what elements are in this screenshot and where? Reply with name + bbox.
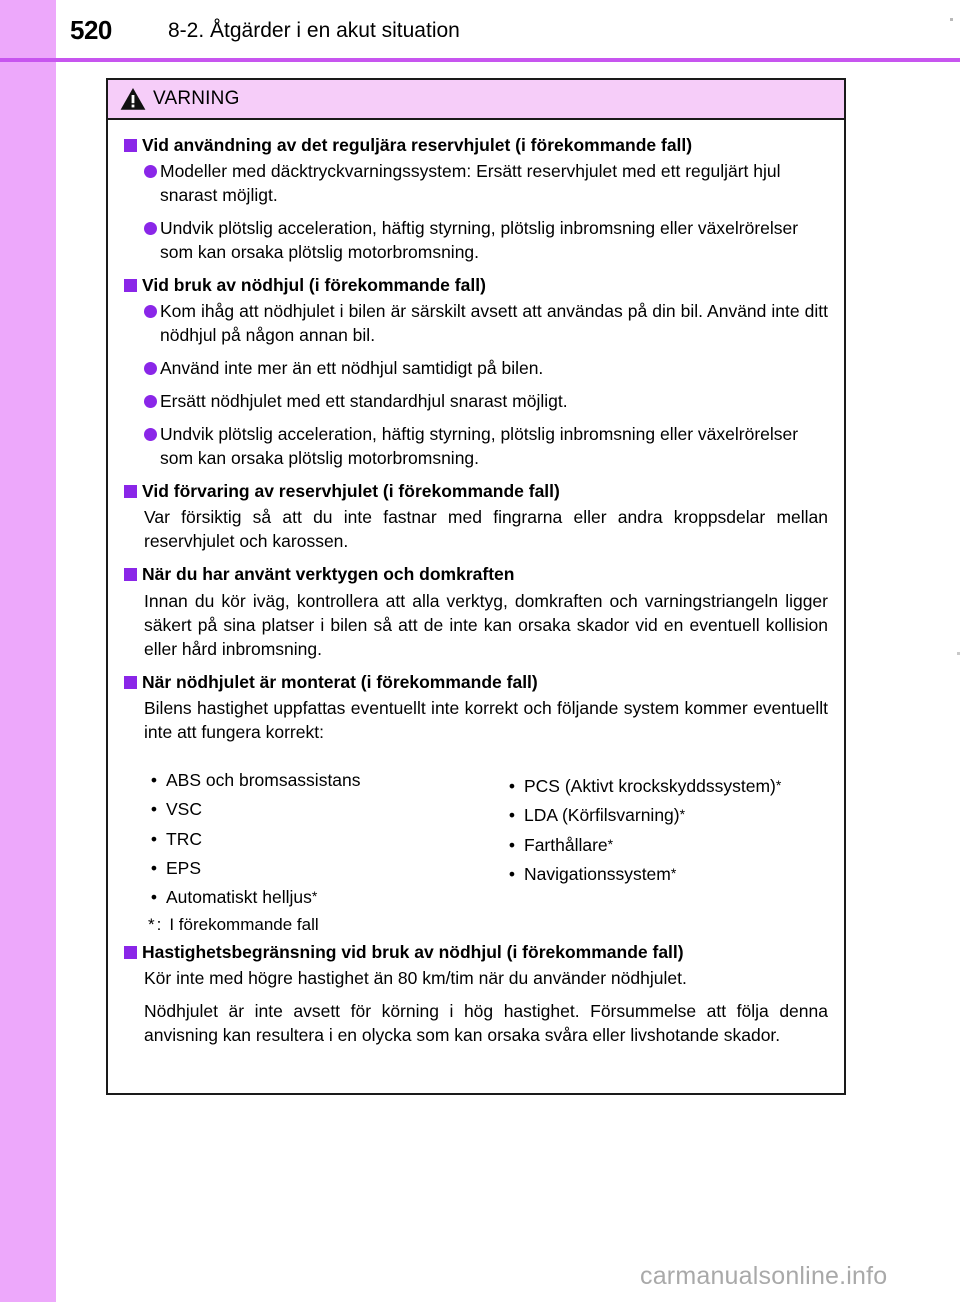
affected-systems-column-left (124, 768, 454, 935)
section-heading-text: Vid bruk av nödhjul (i förekommande fall) (142, 275, 486, 296)
asterisk-marker: * (607, 835, 614, 852)
square-bullet-icon (124, 946, 137, 959)
bullet-icon: • (508, 834, 516, 855)
asterisk-marker: * (679, 806, 686, 823)
section-heading (124, 480, 828, 503)
bullet-icon: • (508, 863, 516, 884)
list-item-text: Farthållare* (524, 834, 614, 855)
list-item (506, 803, 828, 828)
corner-registration-mark (950, 18, 953, 21)
list-item-text: PCS (Aktivt krockskyddssystem)* (524, 775, 782, 796)
asterisk-marker: * (670, 864, 677, 881)
list-item (506, 833, 828, 858)
list-item-text: LDA (Körfilsvarning)* (524, 805, 686, 826)
square-bullet-icon (124, 139, 137, 152)
warning-box-body (108, 120, 844, 1067)
square-bullet-icon (124, 279, 137, 292)
list-item (124, 300, 828, 348)
footnote-text: I förekommande fall (169, 914, 319, 934)
list-item-text: Undvik plötslig acceleration, häftig styrning, plötslig inbromsning eller växelrörelser som kan orsaka plötslig motorbromsning. (160, 218, 799, 263)
list-item (124, 423, 828, 471)
square-bullet-icon (124, 676, 137, 689)
section-heading (124, 671, 828, 694)
affected-systems-list (124, 754, 828, 941)
section-heading (124, 563, 828, 586)
bullet-icon: • (150, 857, 158, 878)
footnote (148, 915, 454, 935)
header-divider-rule (0, 58, 960, 62)
round-bullet-icon (144, 222, 157, 235)
list-item (506, 774, 828, 799)
site-watermark: carmanualsonline.info (640, 1262, 888, 1290)
round-bullet-icon (144, 395, 157, 408)
section-heading (124, 941, 828, 964)
list-item-text: EPS (166, 857, 202, 878)
square-bullet-icon (124, 568, 137, 581)
section-heading-text: Hastighetsbegränsning vid bruk av nödhjul (i förekommande fall) (142, 941, 684, 962)
square-bullet-icon (124, 485, 137, 498)
section-paragraph: Var försiktig så att du inte fastnar med fingrarna eller andra kroppsdelar mellan reservhjulet och karossen. (144, 507, 828, 552)
warning-box-header (108, 80, 844, 120)
section-paragraph: Nödhjulet är inte avsett för körning i hög hastighet. Försummelse att följa denna anvisning kan resultera i en olycka som kan orsaka svåra eller livshotande skador. (144, 1000, 828, 1045)
list-item-text: Navigationssystem* (524, 863, 677, 884)
section-paragraph: Kör inte med högre hastighet än 80 km/tim när du använder nödhjulet. (144, 967, 687, 988)
round-bullet-icon (144, 428, 157, 441)
list-item-text: Ersätt nödhjulet med ett standardhjul snarast möjligt. (160, 391, 568, 412)
bullet-icon: • (508, 775, 516, 796)
section-heading-text: Vid användning av det reguljära reservhjulet (i förekommande fall) (142, 135, 693, 155)
list-item (148, 827, 454, 852)
list-item (124, 217, 828, 265)
page-title: 8-2. Åtgärder i en akut situation (168, 19, 460, 42)
bullet-icon: • (508, 805, 516, 826)
list-item-text: VSC (166, 799, 202, 820)
warning-label: VARNING (153, 88, 240, 109)
round-bullet-icon (144, 305, 157, 318)
affected-systems-column-right (454, 768, 828, 935)
asterisk-marker: * (775, 776, 782, 793)
list-item-text: Undvik plötslig acceleration, häftig styrning, plötslig inbromsning eller växelrörelser som kan orsaka plötslig motorbromsning. (160, 424, 799, 469)
asterisk-marker: * (311, 888, 318, 905)
page-number: 520 (70, 15, 112, 45)
list-item-text: Modeller med däcktryckvarningssystem: Ersätt reservhjulet med ett reguljärt hjul snarast möjligt. (160, 161, 781, 206)
list-item (148, 885, 454, 910)
asterisk-marker: * (148, 914, 155, 934)
list-item (124, 160, 828, 208)
list-item (148, 768, 454, 793)
section-heading-text: Vid förvaring av reservhjulet (i förekommande fall) (142, 481, 560, 502)
list-item-text: Använd inte mer än ett nödhjul samtidigt på bilen. (160, 358, 544, 379)
section-heading (124, 274, 828, 297)
page-side-strip (0, 0, 56, 1302)
list-item (124, 357, 828, 381)
bullet-icon: • (150, 799, 158, 820)
warning-triangle-icon (120, 87, 146, 111)
bullet-icon: • (150, 887, 158, 908)
section-heading-text: När nödhjulet är monterat (i förekommande fall) (142, 671, 538, 692)
bullet-icon: • (150, 828, 158, 849)
list-item (148, 797, 454, 822)
section-heading-text: När du har använt verktygen och domkraften (142, 564, 515, 585)
footnote-separator: : (156, 914, 162, 934)
list-item (124, 390, 828, 414)
round-bullet-icon (144, 362, 157, 375)
bullet-icon: • (150, 769, 158, 790)
section-heading (124, 134, 828, 157)
section-paragraph: Bilens hastighet uppfattas eventuellt inte korrekt och följande system kommer eventuellt inte att fungera korrekt: (144, 697, 828, 742)
list-item (148, 856, 454, 881)
section-paragraph: Innan du kör iväg, kontrollera att alla verktyg, domkraften och varningstriangeln ligger säkert på sina platser i bilen så att de inte kan orsaka skador vid en eventuell kollision eller hård inbromsning. (144, 590, 828, 659)
list-item (506, 862, 828, 887)
list-item-text: Kom ihåg att nödhjulet i bilen är särskilt avsett att användas på din bil. Använd inte ditt nödhjul på någon annan bil. (160, 301, 828, 346)
round-bullet-icon (144, 165, 157, 178)
list-item-text: ABS och bromsassistans (166, 769, 361, 790)
warning-box (106, 78, 846, 1095)
list-item-text: Automatiskt helljus* (166, 887, 318, 908)
list-item-text: TRC (166, 828, 202, 849)
